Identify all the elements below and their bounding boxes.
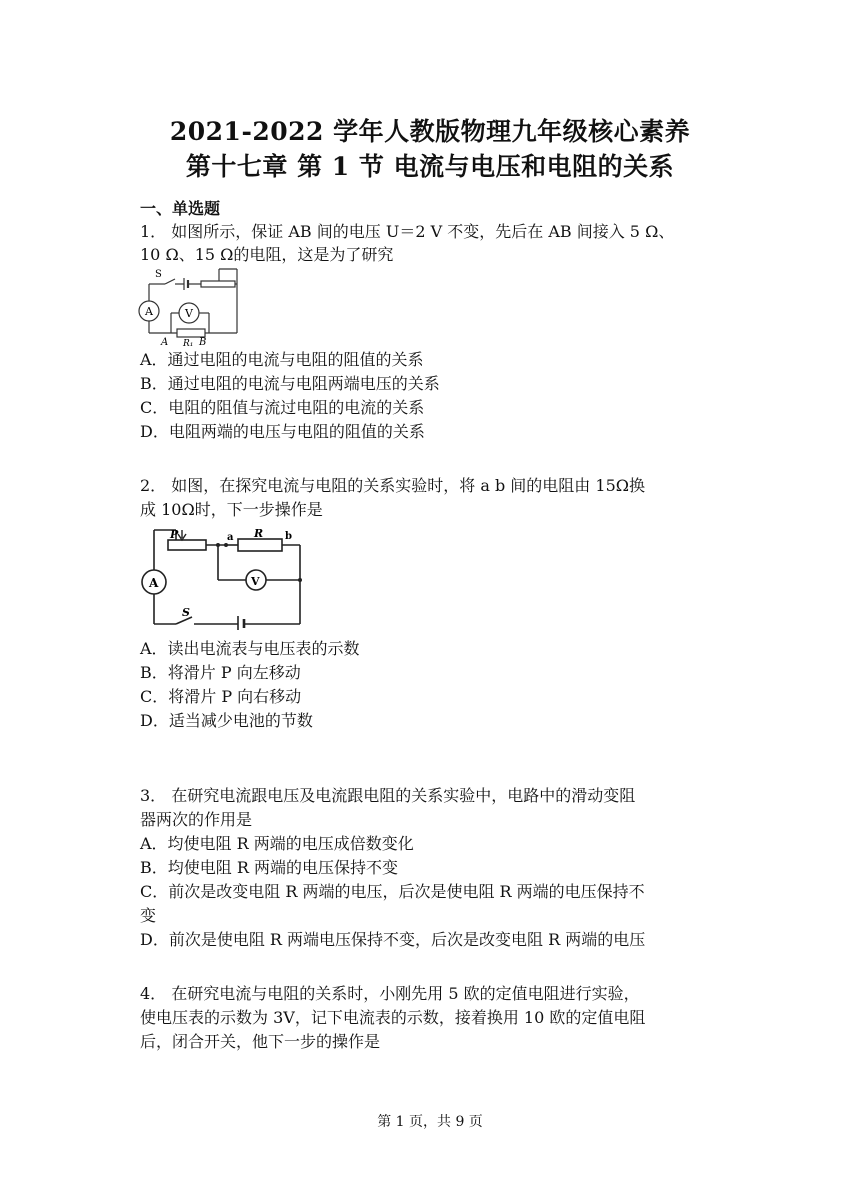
q2-stem-line2: 成 10Ω时，下一步操作是: [140, 500, 323, 519]
page-footer: 第 1 页，共 9 页: [377, 1114, 483, 1130]
q3-option-d: D．前次是使电阻 R 两端电压保持不变，后次是改变电阻 R 两端的电压: [140, 930, 646, 949]
q1-fig-label-s: S: [155, 269, 162, 280]
q1-fig-label-pt-b: B: [199, 337, 207, 347]
section-heading: 一、单选题: [140, 199, 221, 218]
q3-option-b: B．均使电阻 R 两端的电压保持不变: [140, 858, 398, 877]
q4-stem-line2: 使电压表的示数为 3V，记下电流表的示数，接着换用 10 欧的定值电阻: [140, 1008, 646, 1027]
q1-fig-label-r1: R₁: [183, 339, 194, 347]
q1-stem-line1: 1． 如图所示，保证 AB 间的电压 U＝2 V 不变，先后在 AB 间接入 5 Ω、: [140, 222, 675, 241]
q2-fig-label-s: S: [182, 606, 190, 619]
q2-fig-label-voltmeter: V: [251, 575, 260, 588]
q4-stem-line1: 4． 在研究电流与电阻的关系时，小刚先用 5 欧的定值电阻进行实验，: [140, 984, 640, 1003]
q2-fig-label-b: b: [285, 531, 292, 542]
doc-title-line2: 第十七章 第 1 节 电流与电压和电阻的关系: [185, 152, 675, 181]
q1-fig-label-pt-a: A: [161, 337, 169, 347]
q2-option-a: A．读出电流表与电压表的示数: [140, 639, 360, 658]
q1-stem-line2: 10 Ω、15 Ω的电阻，这是为了研究: [140, 245, 394, 264]
q1-fig-label-ammeter: A: [145, 305, 153, 318]
q2-option-b: B．将滑片 P 向左移动: [140, 663, 301, 682]
q1-option-a: A．通过电阻的电流与电阻的阻值的关系: [140, 350, 424, 369]
q3-option-c-cont: 变: [140, 906, 157, 925]
q2-stem-line1: 2． 如图，在探究电流与电阻的关系实验时，将 a b 间的电阻由 15Ω换: [140, 476, 646, 495]
q2-option-c: C．将滑片 P 向右移动: [140, 687, 302, 706]
q4-stem-line3: 后，闭合开关，他下一步的操作是: [140, 1032, 381, 1051]
q3-option-a: A．均使电阻 R 两端的电压成倍数变化: [140, 834, 414, 853]
q2-fig-label-a: a: [227, 532, 234, 543]
q1-option-b: B．通过电阻的电流与电阻两端电压的关系: [140, 374, 440, 393]
q2-fig-label-ammeter: A: [149, 576, 159, 590]
q3-option-c: C．前次是改变电阻 R 两端的电压，后次是使电阻 R 两端的电压保持不: [140, 882, 645, 901]
q2-fig-label-r: R: [254, 527, 264, 540]
q3-stem-line2: 器两次的作用是: [140, 810, 253, 829]
q3-stem-line1: 3． 在研究电流跟电压及电流跟电阻的关系实验中，电路中的滑动变阻: [140, 786, 636, 805]
q1-circuit-figure: [135, 265, 245, 347]
q1-option-c: C．电阻的阻值与流过电阻的电流的关系: [140, 398, 425, 417]
q2-option-d: D．适当减少电池的节数: [140, 711, 313, 730]
doc-title-line1: 2021-2022 学年人教版物理九年级核心素养: [169, 117, 691, 146]
q2-circuit-figure: [138, 522, 306, 630]
q1-fig-label-voltmeter: V: [185, 307, 193, 320]
q1-option-d: D．电阻两端的电压与电阻的阻值的关系: [140, 422, 425, 441]
q2-fig-label-p: P: [170, 528, 179, 541]
